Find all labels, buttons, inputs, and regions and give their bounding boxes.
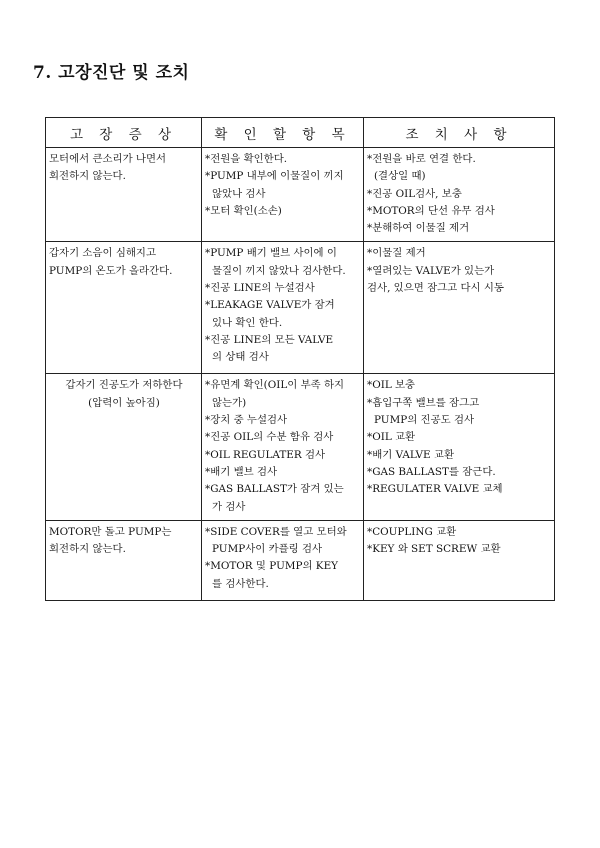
- table-row: [46, 148, 555, 242]
- action-line: *OIL 보충: [367, 379, 416, 392]
- check-cell: [202, 148, 364, 242]
- check-line: 않는가): [212, 396, 247, 409]
- check-line: *MOTOR 및 PUMP의 KEY: [205, 560, 339, 573]
- check-line: *전원을 확인한다.: [205, 153, 288, 165]
- table-row: [46, 520, 555, 600]
- check-line: *OIL REGULATER 검사: [205, 448, 326, 461]
- action-cell: [364, 520, 555, 600]
- check-line: 가 검사: [212, 500, 246, 513]
- symptom-cell: [46, 242, 202, 374]
- check-line: *SIDE COVER를 열고 모터와: [205, 525, 347, 538]
- check-line: 를 검사한다.: [212, 577, 269, 590]
- action-line: *전원을 바로 연결 한다.: [367, 153, 476, 165]
- check-line: *PUMP 배기 밸브 사이에 이: [205, 247, 337, 260]
- check-cell: [202, 242, 364, 374]
- table-header-row: [46, 118, 555, 148]
- symptom-line: MOTOR만 돌고 PUMP는: [49, 525, 172, 538]
- action-line: *이물질 제거: [367, 247, 426, 260]
- symptom-cell: [46, 520, 202, 600]
- symptom-line: PUMP의 온도가 올라간다.: [49, 264, 173, 277]
- action-line: *GAS BALLAST를 잠근다.: [367, 465, 496, 478]
- symptom-line: 모터에서 큰소리가 나면서: [49, 153, 167, 165]
- action-line: 검사, 있으면 잠그고 다시 시동: [367, 282, 504, 295]
- action-line: *COUPLING 교환: [367, 525, 457, 538]
- check-line: 물질이 끼지 않았나 검사한다.: [212, 264, 346, 277]
- action-line: *진공 OIL검사, 보충: [367, 187, 462, 200]
- symptom-line: (압력이 높아짐): [88, 396, 160, 409]
- check-line: 의 상태 검사: [212, 351, 269, 364]
- table-row: [46, 242, 555, 374]
- action-line: PUMP의 진공도 검사: [374, 414, 475, 427]
- check-cell: [202, 520, 364, 600]
- check-line: 않았나 검사: [212, 187, 266, 200]
- check-line: *배기 밸브 검사: [205, 465, 278, 478]
- check-line: 있나 확인 한다.: [212, 316, 283, 329]
- check-line: *LEAKAGE VALVE가 잠겨: [205, 299, 335, 312]
- symptom-line: 갑자기 소음이 심해지고: [49, 247, 156, 260]
- action-line: *REGULATER VALVE 교체: [367, 483, 503, 496]
- header-actions: 조 치 사 항: [364, 118, 555, 148]
- action-cell: [364, 374, 555, 520]
- action-line: *MOTOR의 단선 유무 검사: [367, 204, 495, 217]
- action-line: *열려있는 VALVE가 있는가: [367, 264, 495, 277]
- action-line: *OIL 교환: [367, 431, 416, 444]
- check-line: *진공 OIL의 수분 함유 검사: [205, 431, 334, 444]
- action-line: *흡입구쪽 밸브를 잠그고: [367, 396, 480, 409]
- header-symptom: 고 장 증 상: [46, 118, 202, 148]
- symptom-line: 회전하지 않는다.: [49, 543, 126, 556]
- action-cell: [364, 242, 555, 374]
- header-check-items: 확 인 할 항 목: [202, 118, 364, 148]
- check-line: *진공 LINE의 모든 VALVE: [205, 333, 334, 346]
- symptom-line: 갑자기 진공도가 저하한다: [65, 379, 183, 392]
- symptom-cell: [46, 148, 202, 242]
- check-cell: [202, 374, 364, 520]
- check-line: *GAS BALLAST가 잠겨 있는: [205, 483, 344, 496]
- symptom-cell: [46, 374, 202, 520]
- check-line: *유면계 확인(OIL이 부족 하지: [205, 379, 345, 392]
- section-heading: 7. 고장진단 및 조치: [33, 63, 190, 83]
- table-row: [46, 374, 555, 520]
- check-line: *진공 LINE의 누설검사: [205, 282, 315, 295]
- action-line: *KEY 와 SET SCREW 교환: [367, 543, 501, 556]
- action-line: *분해하여 이물질 제거: [367, 222, 470, 235]
- check-line: *장치 중 누설검사: [205, 414, 288, 427]
- check-line: *PUMP 내부에 이물질이 끼지: [205, 170, 344, 183]
- action-line: (결상일 때): [374, 170, 426, 183]
- symptom-line: 회전하지 않는다.: [49, 170, 126, 183]
- action-line: *배기 VALVE 교환: [367, 448, 455, 461]
- action-cell: [364, 148, 555, 242]
- check-line: PUMP사이 카플링 검사: [212, 543, 323, 556]
- troubleshooting-table: [45, 117, 555, 601]
- check-line: *모터 확인(소손): [205, 204, 282, 217]
